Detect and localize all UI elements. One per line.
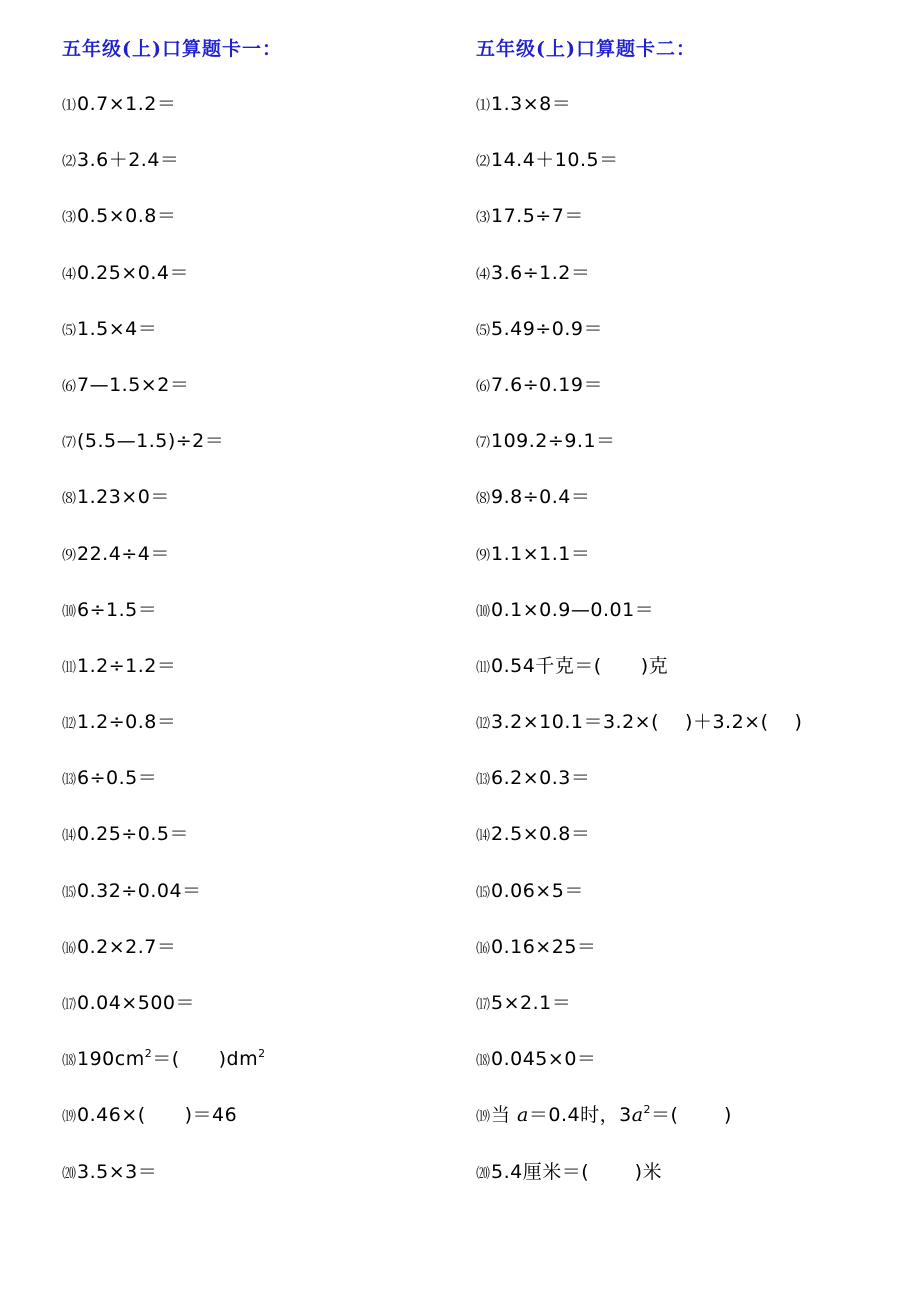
problem-item [62, 202, 266, 258]
problem-text: 14.4＋10.5＝ [491, 149, 619, 172]
problem-text: 0.1×0.9—0.01＝ [491, 598, 655, 621]
exponent: 2 [643, 1103, 652, 1117]
problem-item [476, 146, 802, 202]
problem-text: 0.7×1.2＝ [77, 93, 177, 115]
problem-item [476, 371, 802, 427]
problem-text: 0.32÷0.04＝ [77, 879, 202, 902]
problem-number: ⑾ [62, 659, 76, 676]
problem-text: 190cm [77, 1048, 145, 1071]
problem-text: 0.045×0＝ [491, 1048, 597, 1071]
problem-item [62, 90, 266, 146]
problem-item [62, 764, 266, 820]
problem-text: 3.5×3＝ [77, 1160, 158, 1183]
problem-item [62, 596, 266, 652]
problem-number: ⒁ [476, 828, 490, 845]
problem-number: ⑸ [62, 322, 76, 339]
problem-number: ⑺ [476, 435, 490, 452]
problem-text: 17.5÷7＝ [491, 205, 584, 228]
problem-text: 0.06×5＝ [491, 879, 584, 902]
problem-number: ⑹ [62, 378, 76, 395]
problem-text: 5.4厘米＝( )米 [491, 1160, 663, 1183]
problem-number: ⑿ [62, 716, 76, 733]
problem-text: 0.25÷0.5＝ [77, 823, 189, 846]
problem-number: ⑻ [476, 491, 490, 508]
problem-number: ⒃ [62, 940, 76, 957]
problem-text: 0.46×( )＝46 [77, 1104, 238, 1127]
problem-number: ⑹ [476, 378, 490, 395]
variable: a [631, 1104, 644, 1127]
problem-number: ⒁ [62, 828, 76, 845]
problem-number: ⒀ [476, 772, 490, 789]
problem-number: ⒇ [476, 1165, 490, 1182]
problem-text: 0.04×500＝ [77, 992, 195, 1014]
problem-text: 0.2×2.7＝ [77, 935, 177, 958]
problem-item [62, 933, 266, 989]
problem-number: ⒅ [62, 1053, 76, 1070]
problem-text: (5.5—1.5)÷2＝ [77, 430, 225, 453]
problem-item [62, 483, 266, 539]
problem-number: ⒇ [62, 1165, 76, 1182]
problem-item [476, 202, 802, 258]
problem-item [476, 820, 802, 876]
variable: a [517, 1104, 529, 1127]
problem-text: 6÷1.5＝ [77, 598, 158, 621]
problem-text: 5.49÷0.9＝ [491, 317, 603, 340]
problem-number: ⒂ [62, 884, 76, 901]
problem-item [476, 877, 802, 933]
problem-item [476, 483, 802, 539]
problem-item [62, 820, 266, 876]
problem-number: ⑺ [62, 435, 76, 452]
problem-item [476, 708, 802, 764]
problem-text: 1.1×1.1＝ [491, 542, 591, 565]
problem-text: 6÷0.5＝ [77, 767, 158, 790]
problem-text: 109.2÷9.1＝ [491, 430, 616, 453]
problem-text: 1.2÷1.2＝ [77, 654, 177, 677]
problem-number: ⑵ [62, 154, 76, 171]
problem-text: 7—1.5×2＝ [77, 373, 190, 396]
problem-text: 5×2.1＝ [491, 992, 572, 1014]
problem-number: ⑾ [476, 659, 490, 676]
problem-number: ⑴ [62, 98, 76, 114]
problem-number: ⒄ [476, 997, 490, 1013]
problem-number: ⑷ [62, 266, 76, 283]
problem-text: ＝0.4时，3 [528, 1104, 632, 1127]
problem-item [62, 146, 266, 202]
problem-text: 1.5×4＝ [77, 317, 158, 340]
problem-item [476, 259, 802, 315]
card-2-title: 五年级(上)口算题卡二： [476, 38, 696, 60]
problem-number: ⒆ [476, 1109, 490, 1126]
problem-number: ⒄ [62, 997, 76, 1013]
problem-number: ⒃ [476, 940, 490, 957]
problem-number: ⒂ [476, 884, 490, 901]
problem-item [476, 652, 802, 708]
problem-text: ＝( ) [651, 1104, 732, 1127]
problem-item [62, 1045, 266, 1101]
problem-number: ⑼ [62, 547, 76, 564]
problem-text: 1.23×0＝ [77, 486, 170, 509]
problem-number: ⒀ [62, 772, 76, 789]
problem-number: ⑴ [476, 98, 490, 114]
problem-text: 3.6÷1.2＝ [491, 261, 591, 284]
problem-item [476, 315, 802, 371]
card-1-problem-list [62, 90, 266, 1214]
problem-item [476, 1101, 802, 1157]
problem-item [476, 427, 802, 483]
problem-number: ⑷ [476, 266, 490, 283]
problem-number: ⑶ [476, 210, 490, 227]
problem-text: 1.3×8＝ [491, 93, 572, 115]
problem-item [62, 1101, 266, 1157]
problem-item [62, 989, 266, 1045]
problem-number: ⑽ [476, 603, 490, 620]
problem-item [62, 371, 266, 427]
problem-item [62, 652, 266, 708]
problem-number: ⒅ [476, 1053, 490, 1070]
problem-item [62, 315, 266, 371]
problem-item [476, 540, 802, 596]
problem-text: 2.5×0.8＝ [491, 823, 591, 846]
problem-text: 1.2÷0.8＝ [77, 711, 177, 734]
problem-text: 9.8÷0.4＝ [491, 486, 591, 509]
exponent: 2 [258, 1047, 266, 1061]
problem-number: ⑿ [476, 716, 490, 733]
problem-item [476, 596, 802, 652]
card-1-title: 五年级(上)口算题卡一： [62, 38, 282, 60]
problem-item [62, 708, 266, 764]
problem-item [62, 877, 266, 933]
problem-text: 当 [491, 1104, 518, 1127]
problem-text: ＝( )dm [152, 1048, 259, 1071]
problem-item [476, 989, 802, 1045]
problem-text: 3.2×10.1＝3.2×( )＋3.2×( ) [491, 711, 803, 734]
problem-text: 3.6＋2.4＝ [77, 149, 180, 172]
problem-number: ⑽ [62, 603, 76, 620]
problem-item [476, 764, 802, 820]
problem-item [62, 427, 266, 483]
problem-number: ⑻ [62, 491, 76, 508]
exponent: 2 [144, 1047, 153, 1061]
problem-text: 0.54千克＝( )克 [491, 654, 669, 677]
problem-text: 0.16×25＝ [491, 935, 597, 958]
problem-text: 0.5×0.8＝ [77, 205, 177, 228]
problem-number: ⑶ [62, 210, 76, 227]
problem-item [62, 1158, 266, 1214]
problem-text: 22.4÷4＝ [77, 542, 170, 565]
problem-item [476, 1158, 802, 1214]
problem-text: 0.25×0.4＝ [77, 261, 189, 284]
problem-number: ⒆ [62, 1109, 76, 1126]
problem-item [62, 259, 266, 315]
problem-number: ⑸ [476, 322, 490, 339]
problem-item [476, 90, 802, 146]
problem-item [476, 933, 802, 989]
problem-number: ⑼ [476, 547, 490, 564]
problem-number: ⑵ [476, 154, 490, 171]
problem-text: 6.2×0.3＝ [491, 767, 591, 790]
problem-item [62, 540, 266, 596]
problem-text: 7.6÷0.19＝ [491, 373, 603, 396]
problem-item [476, 1045, 802, 1101]
card-2-problem-list [476, 90, 802, 1214]
